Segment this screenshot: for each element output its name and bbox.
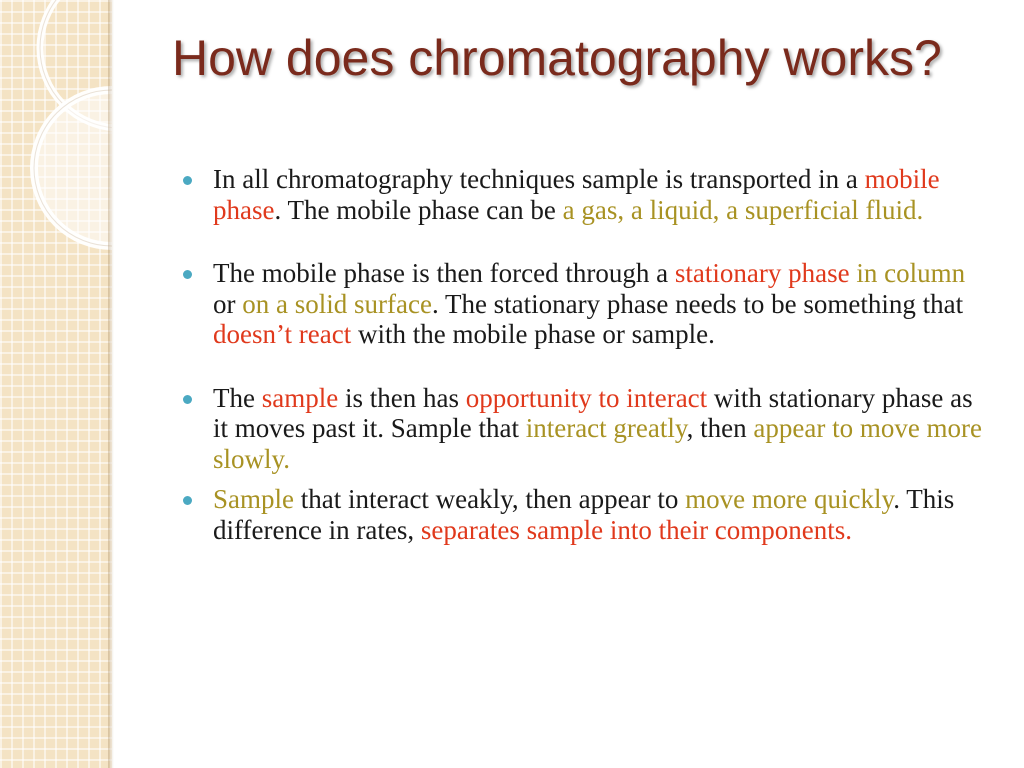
highlight-opportunity: opportunity to interact — [465, 382, 708, 413]
bullet-item — [180, 258, 985, 350]
side-panel-edge — [108, 0, 114, 768]
bullet-text: The mobile phase is then forced through a — [213, 258, 675, 288]
decorative-circles-graphic — [0, 0, 112, 768]
bullet-dot-icon — [183, 176, 192, 185]
highlight-sample-start: Sample — [213, 484, 294, 514]
bullet-item — [180, 164, 985, 225]
bullet-item — [180, 383, 985, 475]
highlight-phase-types: a gas, a liquid, a superficial fluid. — [562, 194, 924, 225]
highlight-separates: separates sample into their components. — [420, 514, 853, 545]
bullet-text: is then has — [338, 382, 466, 413]
bullet-item — [180, 484, 985, 545]
bullet-text: In all chromatography techniques sample is transported in a — [213, 164, 865, 194]
highlight-move-quickly: move more quickly — [685, 484, 894, 514]
bullet-dot-icon — [183, 496, 192, 505]
bullet-text: with the mobile phase or sample. — [351, 319, 715, 349]
bullet-text: with stationary phase as it moves past it. Sample that — [213, 382, 973, 443]
highlight-doesnt-react: doesn’t react — [213, 319, 352, 349]
bullet-text: . This difference in rates, — [213, 484, 955, 545]
highlight-in-column: in column — [856, 258, 966, 288]
bullet-text: . The stationary phase needs to be something that — [431, 288, 964, 319]
highlight-interact-greatly: interact greatly — [525, 413, 687, 443]
highlight-mobile-phase: mobile phase — [213, 164, 940, 225]
highlight-sample: sample — [261, 382, 339, 413]
slide-title: How does chromatography works? — [172, 30, 942, 86]
bullet-dot-icon — [183, 270, 192, 279]
bullet-list — [180, 164, 985, 545]
bullet-text: , then — [686, 413, 754, 443]
highlight-move-slowly: appear to move more slowly. — [213, 413, 983, 474]
bullet-text: . The mobile phase can be — [274, 194, 563, 225]
bullet-text: or — [213, 288, 243, 319]
highlight-stationary-phase: stationary phase — [674, 258, 850, 288]
decorative-side-panel — [0, 0, 112, 768]
highlight-solid-surface: on a solid surface — [242, 288, 432, 319]
bullet-dot-icon — [183, 395, 192, 404]
bullet-text: that interact weakly, then appear to — [294, 484, 686, 514]
bullet-text: The — [213, 382, 262, 413]
